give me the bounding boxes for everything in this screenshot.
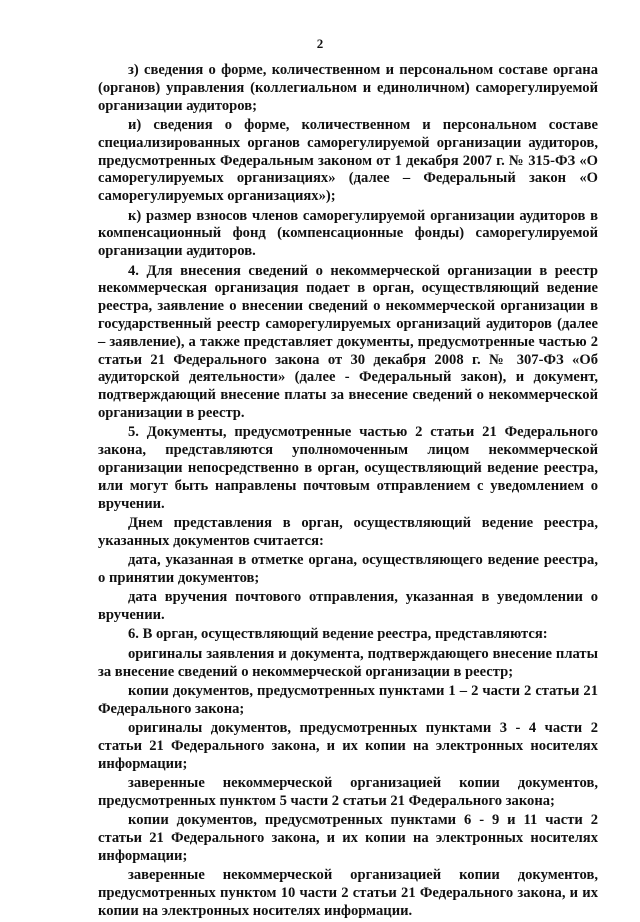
paragraph-item-z: з) сведения о форме, количественном и персональном составе органа (органов) управления (коллегиальном и единоличном) саморегулируемой организации аудиторов; bbox=[98, 62, 598, 114]
paragraph-section-5: 5. Документы, предусмотренные частью 2 статьи 21 Федерального закона, представляются уполномоченным лицом некоммерческой организации непосредственно в орган, осуществляющий ведение реестра, или могут быть направлены почтовым отправлением с уведомлением о вручении. bbox=[98, 424, 598, 512]
paragraph-date-postal: дата вручения почтового отправления, указанная в уведомлении о вручении. bbox=[98, 589, 598, 624]
paragraph-section-6: 6. В орган, осуществляющий ведение реестра, представляются: bbox=[128, 626, 548, 643]
page-number: 2 bbox=[316, 36, 324, 51]
paragraph-certified-5: заверенные некоммерческой организацией копии документов, предусмотренных пунктом 5 части 2 статьи 21 Федерального закона; bbox=[98, 775, 598, 809]
paragraph-originals-application: оригиналы заявления и документа, подтверждающего внесение платы за внесение сведений о некоммерческой организации в реестр; bbox=[98, 645, 598, 680]
paragraph-item-k: к) размер взносов членов саморегулируемой организации аудиторов в компенсационный фонд (компенсационные фонды) саморегулируемой организации аудиторов. bbox=[98, 207, 598, 260]
paragraph-originals-3-4: оригиналы документов, предусмотренных пунктами 3 - 4 части 2 статьи 21 Федерального закона, и их копии на электронных носителях информации; bbox=[98, 720, 598, 772]
paragraph-submission-date: Днем представления в орган, осуществляющий ведение реестра, указанных документов считается: bbox=[98, 514, 598, 549]
paragraph-section-4: 4. Для внесения сведений о некоммерческой организации в реестр некоммерческая организация подает в орган, осуществляющий ведение реестра, заявление о внесении сведений о некоммерческой организации в государственный реестр саморегулируемых организаций аудиторов (далее – заявление), а также представляет документы, предусмотренные частью 2 статьи 21 Федерального закона от 30 декабря 2008 г. № 307-ФЗ «Об аудиторской деятельности» (далее - Федеральный закон), и документ, подтверждающий внесение платы за внесение сведений о некоммерческой организации в реестр. bbox=[98, 262, 598, 421]
paragraph-item-i: и) сведения о форме, количественном и персональном составе специализированных органов саморегулируемой организации аудиторов, предусмотренных Федеральным законом от 1 декабря 2007 г. № 315-ФЗ «О саморегулируемых организациях» (далее – Федеральный закон «О саморегулируемых организациях»); bbox=[98, 116, 598, 205]
paragraph-copies-1-2: копии документов, предусмотренных пунктами 1 – 2 части 2 статьи 21 Федерального закона; bbox=[98, 683, 598, 717]
paragraph-copies-6-9-11: копии документов, предусмотренных пунктами 6 - 9 и 11 части 2 статьи 21 Федерального закона, и их копии на электронных носителях информации; bbox=[98, 812, 598, 864]
paragraph-certified-10: заверенные некоммерческой организацией копии документов, предусмотренных пунктом 10 части 2 статьи 21 Федерального закона, и их копии на электронных носителях информации. bbox=[98, 867, 598, 919]
paragraph-date-mark: дата, указанная в отметке органа, осуществляющего ведение реестра, о принятии документов; bbox=[98, 552, 598, 586]
document-body bbox=[98, 62, 598, 922]
